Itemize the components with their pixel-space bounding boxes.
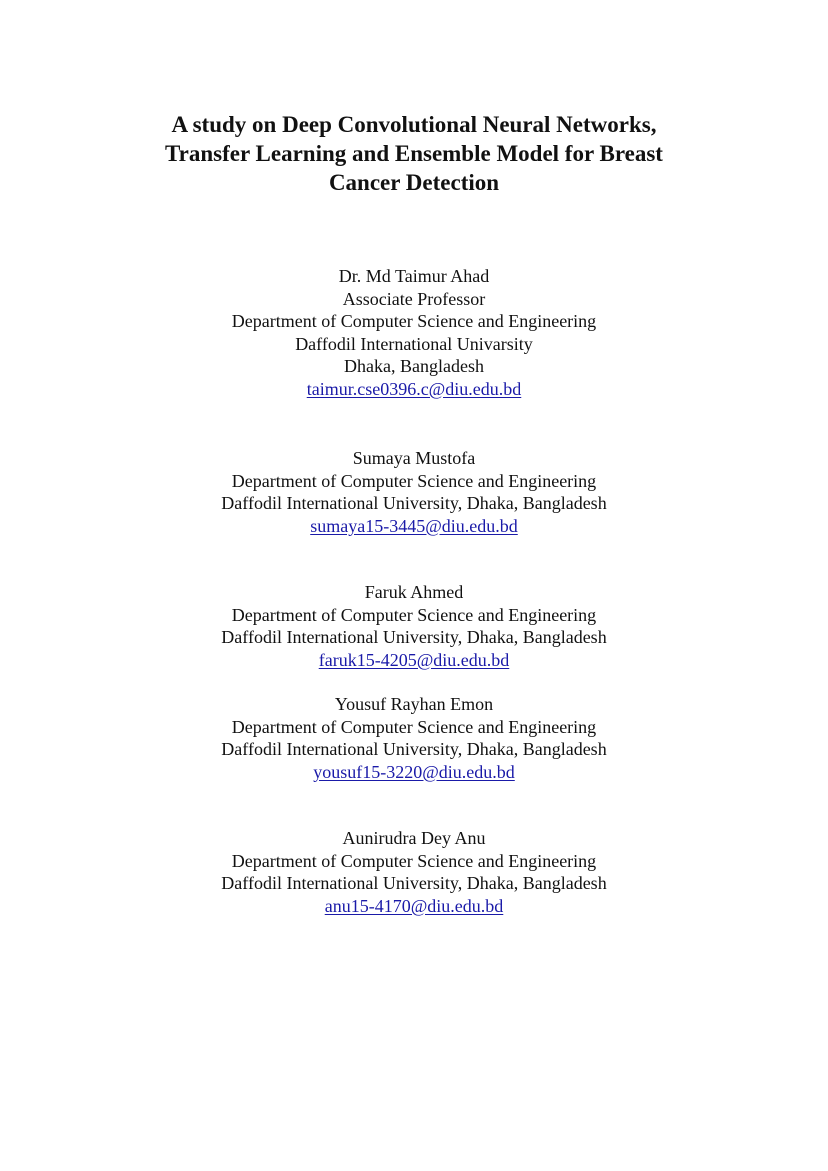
author-name: Yousuf Rayhan Emon <box>334 694 494 714</box>
author-affiliation: Daffodil International Univarsity <box>295 333 533 354</box>
paper-title <box>0 110 828 197</box>
author-block <box>0 581 828 671</box>
author-affiliation: Daffodil International University, Dhaka, Bangladesh <box>221 873 607 893</box>
author-email-link[interactable]: anu15-4170@diu.edu.bd <box>324 895 504 916</box>
title-line: A study on Deep Convolutional Neural Networks, <box>171 112 657 137</box>
author-block <box>0 693 828 783</box>
author-department: Department of Computer Science and Engineering <box>231 311 597 331</box>
author-block <box>0 265 828 400</box>
author-department: Department of Computer Science and Engineering <box>231 716 597 737</box>
author-position: Associate Professor <box>342 288 486 309</box>
author-department: Department of Computer Science and Engineering <box>231 604 597 625</box>
title-line: Transfer Learning and Ensemble Model for Breast <box>165 141 663 166</box>
author-name: Dr. Md Taimur Ahad <box>338 266 490 286</box>
author-affiliation: Daffodil International University, Dhaka, Bangladesh <box>221 739 607 759</box>
author-email-link[interactable]: faruk15-4205@diu.edu.bd <box>318 649 510 670</box>
author-department: Department of Computer Science and Engineering <box>231 850 597 871</box>
author-affiliation: Daffodil International University, Dhaka, Bangladesh <box>221 627 607 647</box>
author-affiliation: Daffodil International University, Dhaka, Bangladesh <box>221 493 607 513</box>
author-name: Aunirudra Dey Anu <box>342 828 486 848</box>
author-name: Sumaya Mustofa <box>352 448 476 468</box>
author-email-link[interactable]: yousuf15-3220@diu.edu.bd <box>313 761 515 782</box>
author-department: Department of Computer Science and Engineering <box>231 470 597 491</box>
author-location: Dhaka, Bangladesh <box>344 356 484 376</box>
author-block <box>0 447 828 537</box>
author-email-link[interactable]: taimur.cse0396.c@diu.edu.bd <box>306 378 522 399</box>
author-block <box>0 827 828 917</box>
title-line: Cancer Detection <box>328 170 500 195</box>
author-name: Faruk Ahmed <box>364 582 464 602</box>
author-email-link[interactable]: sumaya15-3445@diu.edu.bd <box>310 515 518 536</box>
